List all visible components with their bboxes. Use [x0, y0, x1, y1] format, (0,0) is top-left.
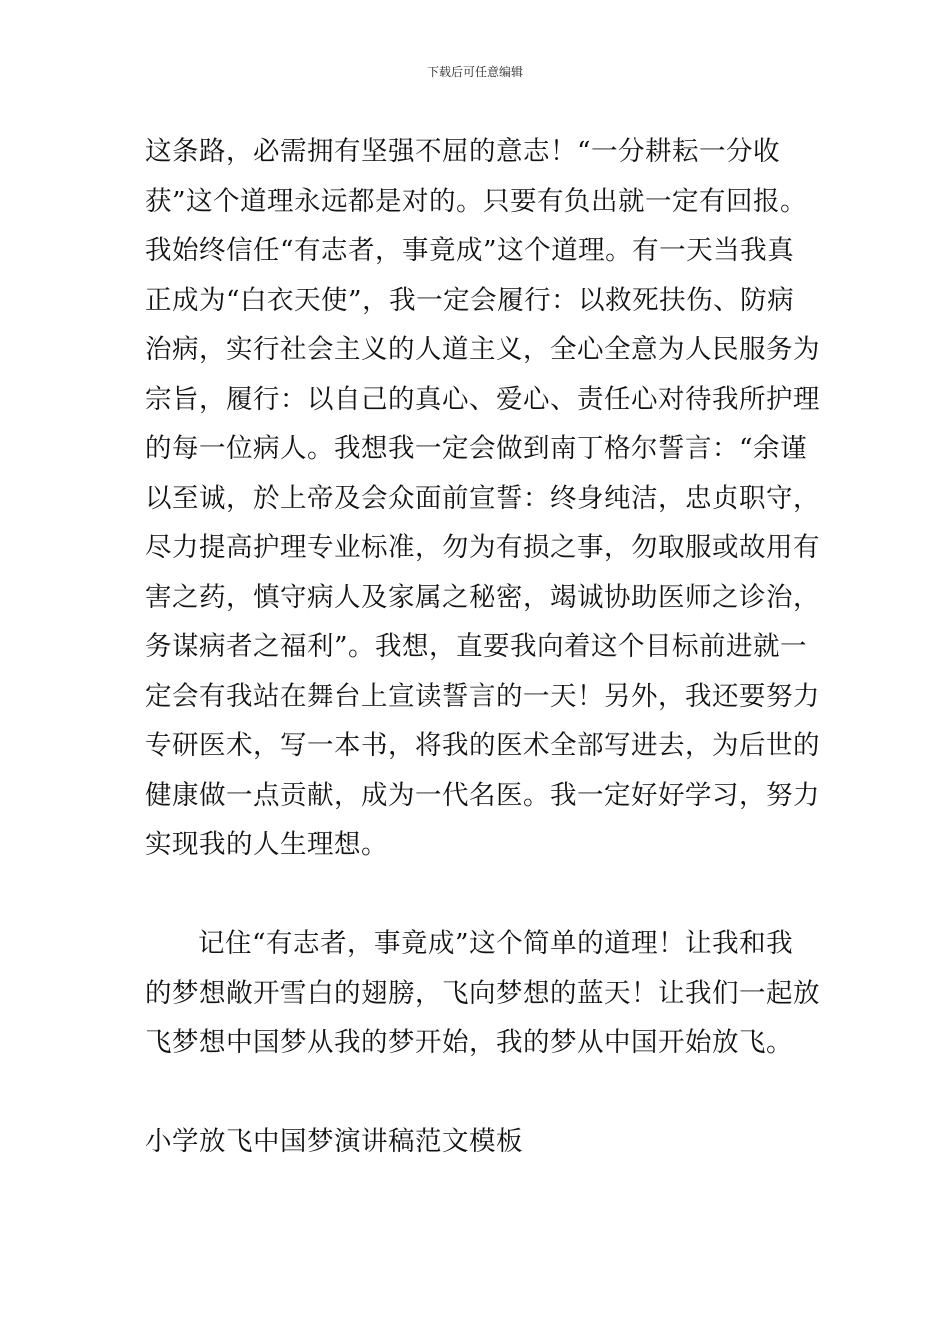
- paragraph-line: 专研医术，写一本书，将我的医术全部写进去，为后世的: [145, 730, 820, 761]
- paragraph-line: 治病，实行社会主义的人道主义，全心全意为人民服务为: [145, 334, 820, 365]
- paragraph-line: 的每一位病人。我想我一定会做到南丁格尔誓言：“余谨: [145, 433, 808, 464]
- section-heading: 小学放飞中国梦演讲稿范文模板: [145, 1126, 523, 1157]
- paragraph-line: 以至诚，於上帝及会众面前宣誓：终身纯洁，忠贞职守，: [145, 482, 820, 514]
- paragraph-line: 宗旨，履行：以自己的真心、爱心、责任心对待我所护理: [145, 383, 820, 415]
- paragraph-1: [145, 127, 820, 870]
- paragraph-line: 实现我的人生理想。: [145, 829, 388, 860]
- paragraph-line: 我始终信任“有志者，事竟成”这个道理。有一天当我真: [145, 235, 795, 266]
- paragraph-line: 飞梦想中国梦从我的梦开始，我的梦从中国开始放飞。: [145, 1027, 793, 1058]
- paragraph-line: 获”这个道理永远都是对的。只要有负出就一定有回报。: [145, 185, 808, 217]
- paragraph-line: 定会有我站在舞台上宣读誓言的一天！另外，我还要努力: [145, 680, 820, 712]
- paragraph-line: 正成为“白衣天使”，我一定会履行：以救死扶伤、防病: [145, 284, 795, 316]
- download-note: 下载后可任意编辑: [426, 65, 523, 79]
- paragraph-line: 害之药，慎守病人及家属之秘密，竭诚协助医师之诊治，: [145, 581, 820, 613]
- paragraph-line: 这条路，必需拥有坚强不屈的意志！“一分耕耘一分收: [145, 136, 781, 167]
- paragraph-line: 尽力提高护理专业标准，勿为有损之事，勿取服或故用有: [145, 532, 820, 563]
- paragraph-line: 务谋病者之福利”。我想，直要我向着这个目标前进就一: [145, 631, 808, 662]
- paragraph-line: 的梦想敞开雪白的翅膀，飞向梦想的蓝天！让我们一起放: [145, 977, 820, 1009]
- paragraph-line: 记住“有志者，事竟成”这个简单的道理！让我和我: [198, 928, 794, 959]
- paragraph-2: [145, 919, 820, 1068]
- paragraph-line: 健康做一点贡献，成为一代名医。我一定好好学习，努力: [145, 779, 820, 811]
